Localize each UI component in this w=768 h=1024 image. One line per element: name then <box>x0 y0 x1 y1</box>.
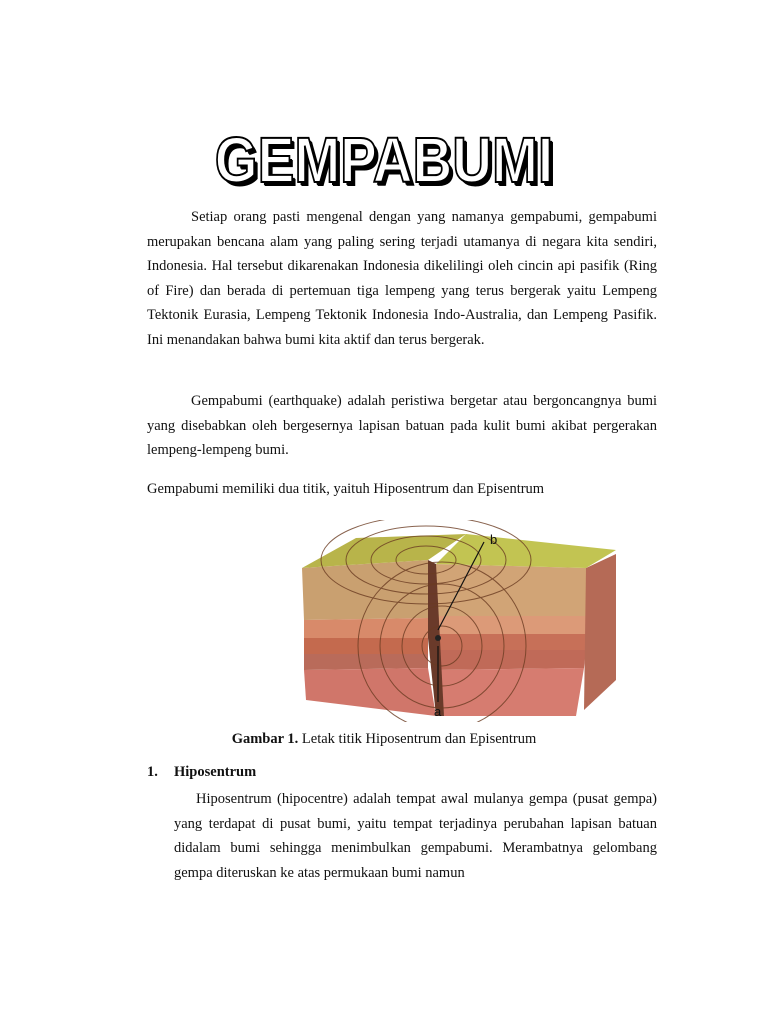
section-title: Hiposentrum <box>174 764 257 780</box>
caption-label: Gambar 1. <box>231 731 299 747</box>
paragraph-hiposentrum: Hiposentrum (hipocentre) adalah tempat awal mulanya gempa (pusat gempa) yang terdapat di pusat bumi, yaitu tempat terjadinya perubahan lapisan batuan didalam bumi sehingga menimbulkan gempabumi. Merambatnya gelombang gempa diteruskan ke atas permukaan bumi namun <box>174 791 657 881</box>
section-heading <box>147 762 256 782</box>
label-a: a <box>434 704 442 719</box>
label-b: b <box>490 532 498 547</box>
section-number: 1. <box>147 764 158 780</box>
paragraph-definition: Gempabumi (earthquake) adalah peristiwa bergetar atau bergoncangnya bumi yang disebabkan oleh bergesernya lapisan batuan pada kulit bumi akibat pergerakan lempeng-lempeng bumi. <box>147 393 657 459</box>
page-title: GEMPABUMI <box>214 124 554 196</box>
paragraph-two-points: Gempabumi memiliki dua titik, yaituh Hiposentrum dan Episentrum <box>147 481 545 497</box>
figure-caption <box>0 729 768 749</box>
caption-text: Letak titik Hiposentrum dan Episentrum <box>298 731 537 747</box>
earthquake-diagram <box>286 520 622 722</box>
paragraph-intro: Setiap orang pasti mengenal dengan yang namanya gempabumi, gempabumi merupakan bencana alam yang paling sering terjadi utamanya di negara kita sendiri, Indonesia. Hal tersebut dikarenakan Indonesia dikelilingi oleh cincin api pasifik (Ring of Fire) dan berada di pertemuan tiga lempeng yang terus bergerak yaitu Lempeng Tektonik Eurasia, Lempeng Tektonik Indonesia Indo-Australia, dan Lempeng Pasifik. Ini menandakan bahwa bumi kita aktif dan terus bergerak. <box>147 209 657 348</box>
right-block <box>436 534 616 716</box>
